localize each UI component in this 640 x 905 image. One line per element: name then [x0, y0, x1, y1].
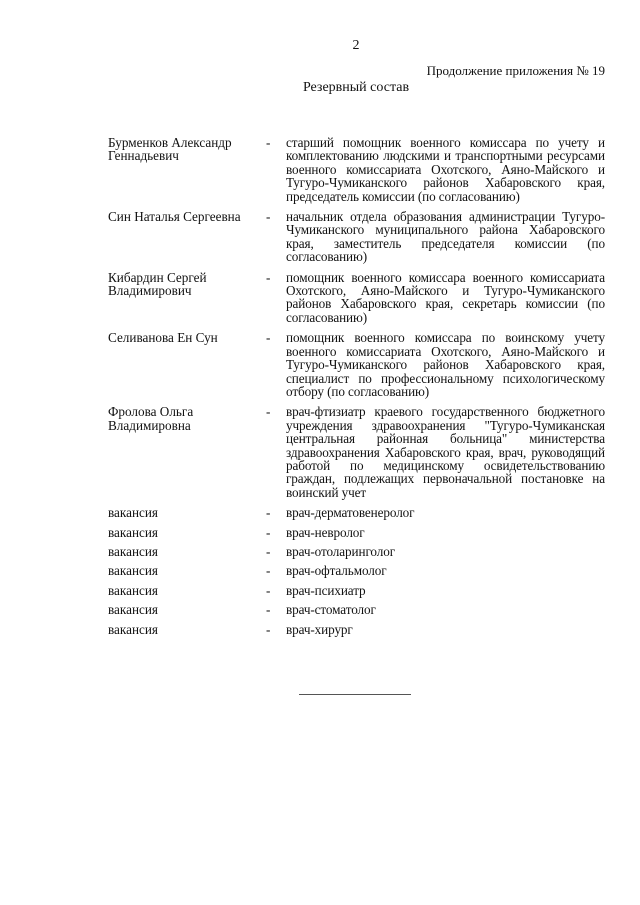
vacancy-dash: - [266, 543, 271, 559]
page-number: 2 [352, 38, 360, 53]
member-description: помощник военного комиссара по воинскому учету военного комиссариата Охотского, Аяно-Майского и Тугуро-Чумиканского районов Хабаровского края, специалист по профессиональному психологическому отбору (по согласованию) [286, 330, 605, 399]
vacancy-position: врач-невролог [286, 524, 365, 540]
member-row [108, 405, 605, 499]
member-dash: - [266, 269, 271, 285]
member-description: врач-фтизиатр краевого государственного бюджетного учреждения здравоохранения "Тугуро-Чумиканская центральная районная больница" министерства здравоохранения Хабаровского края, врач, руководящий работой по медицинскому освидетельствованию граждан, подлежащих первоначальной постановке на воинский учет [286, 404, 605, 500]
member-dash: - [266, 135, 271, 150]
vacancy-position: врач-хирург [286, 621, 353, 637]
member-dash: - [266, 330, 271, 346]
vacancy-label: вакансия [108, 621, 159, 637]
member-dash: - [266, 209, 271, 225]
member-name: Фролова Ольга Владимировна [108, 404, 194, 433]
vacancy-position: врач-отоларинголог [286, 543, 396, 559]
vacancy-dash: - [266, 563, 271, 579]
vacancy-dash: - [266, 602, 271, 618]
vacancy-row [108, 623, 605, 636]
member-description: старший помощник военного комиссара по учету и комплектованию людскими и транспортными ресурсами военного комиссариата Охотского, Аяно-Майского и Тугуро-Чумиканского районов Хабаровского края, председатель комиссии (по согласованию) [286, 135, 605, 204]
member-name: Селиванова Ен Сун [108, 330, 218, 346]
member-row [108, 331, 605, 398]
vacancy-label: вакансия [108, 582, 159, 598]
vacancy-label: вакансия [108, 543, 159, 559]
member-description: помощник военного комиссара военного комиссариата Охотского, Аяно-Майского и Тугуро-Чумиканского районов Хабаровского края, секретарь комиссии (по согласованию) [286, 269, 605, 325]
section-title: Резервный состав [302, 80, 410, 95]
member-name: Син Наталья Сергеевна [108, 209, 241, 225]
vacancy-row [108, 584, 605, 597]
vacancy-row [108, 526, 605, 539]
member-row [108, 210, 605, 264]
vacancy-dash: - [266, 505, 271, 521]
vacancy-position: врач-дерматовенеролог [286, 505, 415, 521]
vacancy-row [108, 545, 605, 558]
member-description: начальник отдела образования администрации Тугуро-Чумиканского муниципального района Хабаровского края, заместитель председателя комиссии (по согласованию) [286, 209, 605, 265]
vacancy-position: врач-психиатр [286, 582, 366, 598]
vacancy-row [108, 506, 605, 519]
vacancy-label: вакансия [108, 524, 159, 540]
reserve-roster [108, 136, 605, 642]
vacancy-row [108, 603, 605, 616]
vacancy-dash: - [266, 582, 271, 598]
closing-rule [299, 694, 411, 695]
vacancy-position: врач-стоматолог [286, 602, 376, 618]
continuation-note: Продолжение приложения № 19 [426, 63, 605, 78]
member-name: Кибардин Сергей Владимирович [108, 269, 207, 299]
member-dash: - [266, 404, 271, 420]
vacancy-dash: - [266, 524, 271, 540]
member-name: Бурменков Александр Геннадьевич [108, 135, 232, 164]
vacancy-label: вакансия [108, 505, 159, 521]
vacancy-label: вакансия [108, 602, 159, 618]
member-row [108, 136, 605, 203]
vacancy-position: врач-офтальмолог [286, 563, 387, 579]
vacancy-dash: - [266, 621, 271, 637]
vacancy-row [108, 564, 605, 577]
vacancy-label: вакансия [108, 563, 159, 579]
member-row [108, 271, 605, 325]
